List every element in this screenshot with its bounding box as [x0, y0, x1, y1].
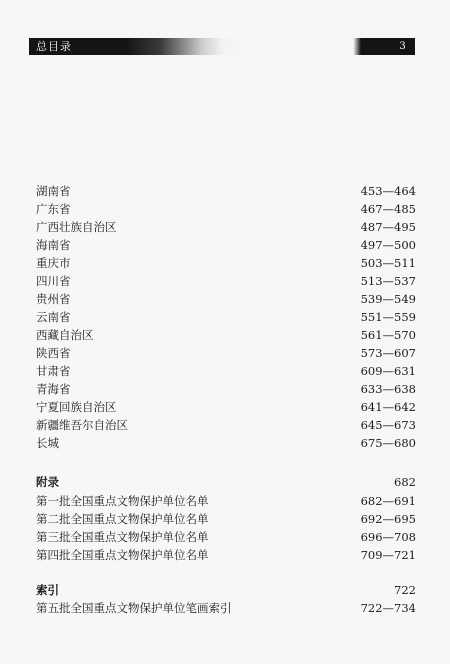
toc-entry-label: 贵州省: [36, 292, 71, 306]
toc-entry-pages: 641—642: [360, 400, 416, 414]
toc-entry: [36, 380, 416, 398]
toc-entry-pages: 487—495: [360, 220, 416, 234]
index-entry: [36, 599, 416, 617]
appendix-entry: [36, 510, 416, 528]
toc-entry: [36, 218, 416, 236]
toc-entry-label: 广西壮族自治区: [36, 220, 117, 234]
appendix-entry-pages: 692—695: [360, 512, 416, 526]
toc-entry-label: 西藏自治区: [36, 328, 94, 342]
toc-entry-label: 重庆市: [36, 256, 71, 270]
toc-entry-pages: 573—607: [360, 346, 416, 360]
index-entry-pages: 722—734: [360, 601, 416, 615]
toc-entry: [36, 182, 416, 200]
appendix-entry-label: 第三批全国重点文物保护单位名单: [36, 530, 209, 544]
toc-entry-label: 广东省: [36, 202, 71, 216]
toc-entry: [36, 308, 416, 326]
index-heading: 索引: [36, 583, 59, 597]
index-entry-label: 第五批全国重点文物保护单位笔画索引: [36, 601, 232, 615]
appendix-entry-label: 第一批全国重点文物保护单位名单: [36, 494, 209, 508]
toc-entry-label: 海南省: [36, 238, 71, 252]
toc-entry-pages: 539—549: [360, 292, 416, 306]
appendix-heading: 附录: [36, 475, 59, 489]
toc-entry: [36, 398, 416, 416]
toc-entry-pages: 645—673: [360, 418, 416, 432]
appendix-heading-row: [36, 473, 416, 491]
toc-entry-pages: 503—511: [360, 256, 416, 270]
toc-entry-pages: 467—485: [360, 202, 416, 216]
toc-entry: [36, 362, 416, 380]
index-page: 722: [394, 583, 416, 597]
running-header-title: 总目录: [36, 40, 72, 53]
toc-entry: [36, 434, 416, 452]
toc-entry: [36, 254, 416, 272]
appendix-entry: [36, 492, 416, 510]
toc-entry: [36, 416, 416, 434]
toc-entry-label: 陕西省: [36, 346, 71, 360]
appendix-entry: [36, 546, 416, 564]
toc-entry-pages: 551—559: [360, 310, 416, 324]
toc-entry-pages: 513—537: [360, 274, 416, 288]
toc-entry-label: 青海省: [36, 382, 71, 396]
toc-entry-pages: 453—464: [360, 184, 416, 198]
toc-entry: [36, 236, 416, 254]
appendix-entry-label: 第四批全国重点文物保护单位名单: [36, 548, 209, 562]
toc-entry: [36, 344, 416, 362]
toc-entry-label: 宁夏回族自治区: [36, 400, 117, 414]
appendix-entry-pages: 696—708: [360, 530, 416, 544]
toc-entry: [36, 326, 416, 344]
toc-entry-pages: 497—500: [360, 238, 416, 252]
appendix-entry-pages: 682—691: [360, 494, 416, 508]
page-number: 3: [399, 41, 406, 52]
toc-entry-label: 长城: [36, 436, 59, 450]
toc-entry-label: 新疆维吾尔自治区: [36, 418, 128, 432]
appendix-page: 682: [394, 475, 416, 489]
appendix-entry-label: 第二批全国重点文物保护单位名单: [36, 512, 209, 526]
toc-entry: [36, 290, 416, 308]
toc-entry: [36, 272, 416, 290]
toc-entry-label: 湖南省: [36, 184, 71, 198]
toc-entry-pages: 633—638: [360, 382, 416, 396]
toc-entry-label: 甘肃省: [36, 364, 71, 378]
appendix-entry: [36, 528, 416, 546]
toc-entry-label: 云南省: [36, 310, 71, 324]
appendix-entry-pages: 709—721: [360, 548, 416, 562]
toc-entry-pages: 675—680: [360, 436, 416, 450]
toc-entry: [36, 200, 416, 218]
header-bar: [29, 38, 415, 55]
toc-entry-pages: 609—631: [360, 364, 416, 378]
toc-entry-label: 四川省: [36, 274, 71, 288]
index-heading-row: [36, 581, 416, 599]
toc-entry-pages: 561—570: [360, 328, 416, 342]
